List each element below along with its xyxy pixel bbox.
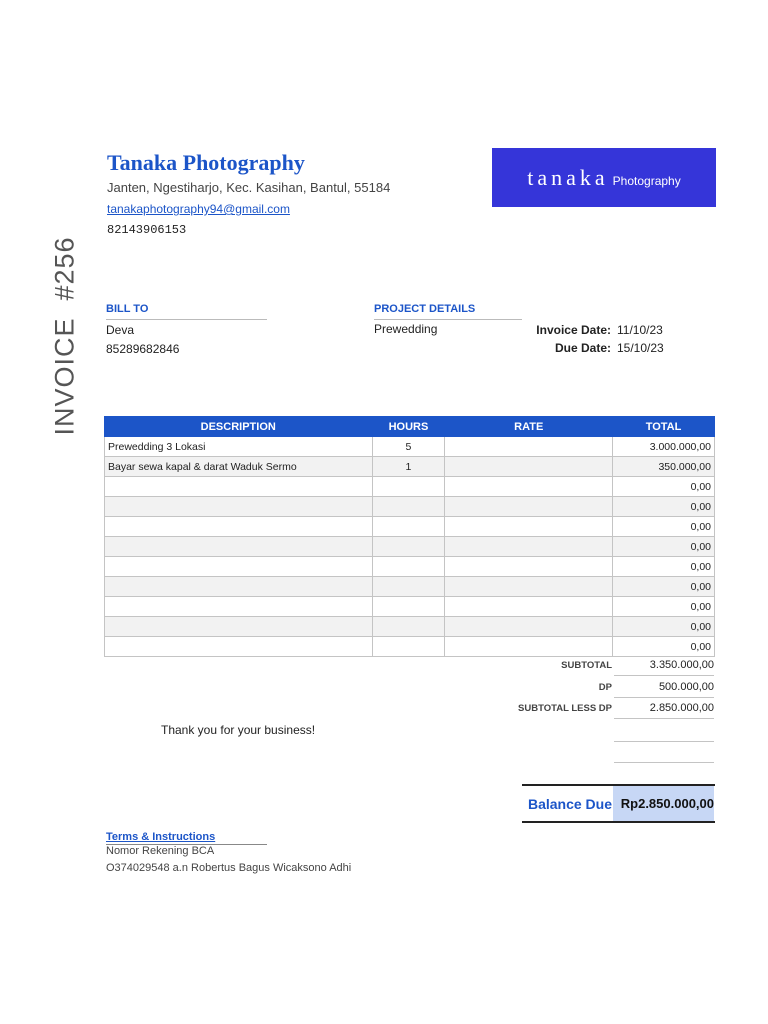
cell-total: 350.000,00	[613, 457, 715, 477]
cell-description	[105, 497, 373, 517]
cell-total: 0,00	[613, 497, 715, 517]
table-row	[105, 617, 715, 637]
cell-description	[105, 617, 373, 637]
table-row	[105, 477, 715, 497]
cell-description: Bayar sewa kapal & darat Waduk Sermo	[105, 457, 373, 477]
cell-rate	[445, 617, 613, 637]
invoice-title-text: INVOICE #256	[49, 236, 80, 436]
cell-total: 0,00	[613, 617, 715, 637]
cell-hours	[372, 517, 445, 537]
totals-divider	[614, 762, 714, 763]
cell-hours	[372, 637, 445, 657]
cell-description	[105, 517, 373, 537]
balance-due-label: Balance Due	[527, 796, 612, 812]
table-row	[105, 537, 715, 557]
table-row	[105, 437, 715, 457]
cell-rate	[445, 577, 613, 597]
cell-description	[105, 597, 373, 617]
balance-due-amount: Rp2.850.000,00	[620, 796, 714, 811]
cell-total: 0,00	[613, 537, 715, 557]
cell-rate	[445, 457, 613, 477]
company-logo	[492, 148, 716, 207]
header-description: DESCRIPTION	[105, 417, 373, 437]
terms-heading: Terms & Instructions	[106, 831, 267, 845]
cell-hours	[372, 477, 445, 497]
dp-value: 500.000,00	[614, 681, 714, 698]
cell-description	[105, 477, 373, 497]
table-header-row	[105, 417, 715, 437]
cell-hours	[372, 557, 445, 577]
subtotal-less-dp-value: 2.850.000,00	[614, 702, 714, 719]
cell-total: 0,00	[613, 637, 715, 657]
cell-hours	[372, 597, 445, 617]
logo-sub-text: Photography	[612, 173, 681, 188]
cell-total: 0,00	[613, 557, 715, 577]
line-items-table	[104, 416, 715, 657]
subtotal-label: SUBTOTAL	[561, 660, 612, 671]
company-name: Tanaka Photography	[107, 150, 305, 175]
company-email-link[interactable]: tanakaphotography94@gmail.com	[107, 202, 290, 216]
project-details-heading: PROJECT DETAILS	[374, 303, 522, 320]
cell-total: 3.000.000,00	[613, 437, 715, 457]
bill-to-name: Deva	[106, 323, 135, 337]
cell-total: 0,00	[613, 577, 715, 597]
subtotal-value: 3.350.000,00	[614, 659, 714, 676]
totals-divider	[614, 741, 714, 742]
table-row	[105, 517, 715, 537]
invoice-date-value: 11/10/23	[617, 323, 663, 337]
cell-total: 0,00	[613, 597, 715, 617]
table-row	[105, 457, 715, 477]
thank-you-note: Thank you for your business!	[161, 723, 316, 737]
cell-description: Prewedding 3 Lokasi	[105, 437, 373, 457]
table-row	[105, 497, 715, 517]
cell-description	[105, 537, 373, 557]
cell-rate	[445, 517, 613, 537]
terms-line-1: Nomor Rekening BCA	[106, 845, 215, 857]
balance-divider-bottom	[522, 821, 715, 823]
cell-rate	[445, 437, 613, 457]
invoice-date-label: Invoice Date:	[536, 323, 611, 337]
cell-hours	[372, 537, 445, 557]
table-row	[105, 557, 715, 577]
cell-rate	[445, 557, 613, 577]
cell-hours	[372, 577, 445, 597]
cell-rate	[445, 497, 613, 517]
logo-main-text: tanaka	[527, 164, 609, 190]
terms-line-2: O374029548 a.n Robertus Bagus Wicaksono Adhi	[106, 862, 352, 874]
cell-hours	[372, 497, 445, 517]
cell-rate	[445, 597, 613, 617]
header-total: TOTAL	[613, 417, 715, 437]
cell-hours: 5	[372, 437, 445, 457]
company-phone: 82143906153	[107, 223, 187, 237]
cell-total: 0,00	[613, 477, 715, 497]
table-row	[105, 577, 715, 597]
table-row	[105, 597, 715, 617]
cell-description	[105, 577, 373, 597]
balance-due-value	[613, 786, 714, 821]
cell-rate	[445, 477, 613, 497]
cell-rate	[445, 537, 613, 557]
cell-description	[105, 637, 373, 657]
table-row	[105, 637, 715, 657]
due-date-value: 15/10/23	[617, 341, 664, 355]
subtotal-less-dp-label: SUBTOTAL LESS DP	[518, 703, 612, 714]
header-hours: HOURS	[372, 417, 445, 437]
due-date-label: Due Date:	[554, 341, 611, 355]
project-name: Prewedding	[374, 322, 438, 336]
bill-to-phone: 85289682846	[106, 342, 180, 356]
cell-description	[105, 557, 373, 577]
cell-rate	[445, 637, 613, 657]
header-rate: RATE	[445, 417, 613, 437]
cell-total: 0,00	[613, 517, 715, 537]
cell-hours	[372, 617, 445, 637]
cell-hours: 1	[372, 457, 445, 477]
bill-to-heading: BILL TO	[106, 303, 267, 320]
invoice-title	[40, 236, 90, 436]
company-address: Janten, Ngestiharjo, Kec. Kasihan, Bantul, 55184	[107, 180, 391, 195]
dp-label: DP	[598, 682, 612, 693]
